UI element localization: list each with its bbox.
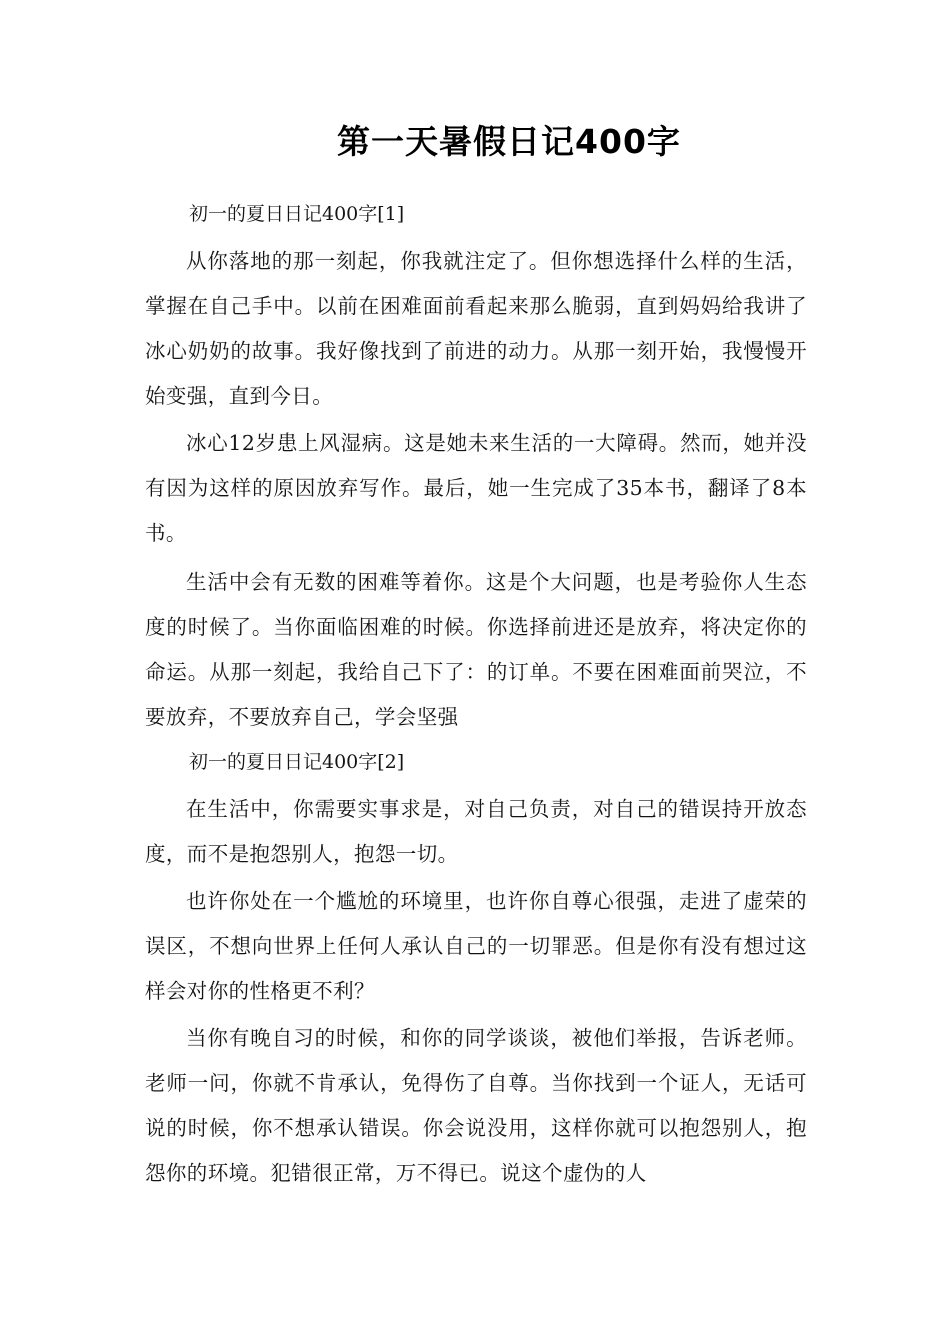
paragraph: 生活中会有无数的困难等着你。这是个大问题，也是考验你人生态度的时候了。当你面临困难的时候。你选择前进还是放弃，将决定你的命运。从那一刻起，我给自己下了：的订单。不要在困难面前哭泣，不要放弃，不要放弃自己，学会坚强 [145, 570, 807, 729]
paragraph: 冰心12岁患上风湿病。这是她未来生活的一大障碍。然而，她并没有因为这样的原因放弃写作。最后，她一生完成了35本书，翻译了8本书。 [145, 431, 807, 545]
paragraph: 在生活中，你需要实事求是，对自己负责，对自己的错误持开放态度，而不是抱怨别人，抱怨一切。 [145, 797, 807, 866]
section-heading: 初一的夏日日记400字[2] [189, 751, 405, 773]
section-heading: 初一的夏日日记400字[1] [189, 203, 405, 225]
paragraph: 也许你处在一个尴尬的环境里，也许你自尊心很强，走进了虚荣的误区，不想向世界上任何人承认自己的一切罪恶。但是你有没有想过这样会对你的性格更不利？ [145, 889, 807, 1003]
page-title: 第一天暑假日记400字 [337, 122, 681, 161]
paragraph: 当你有晚自习的时候，和你的同学谈谈，被他们举报，告诉老师。老师一问，你就不肯承认，免得伤了自尊。当你找到一个证人，无话可说的时候，你不想承认错误。你会说没用，这样你就可以抱怨别人，抱怨你的环境。犯错很正常，万不得已。说这个虚伪的人 [145, 1026, 807, 1185]
paragraph: 从你落地的那一刻起，你我就注定了。但你想选择什么样的生活，掌握在自己手中。以前在困难面前看起来那么脆弱，直到妈妈给我讲了冰心奶奶的故事。我好像找到了前进的动力。从那一刻开始，我慢慢开始变强，直到今日。 [145, 249, 807, 408]
document-body [145, 192, 807, 1196]
